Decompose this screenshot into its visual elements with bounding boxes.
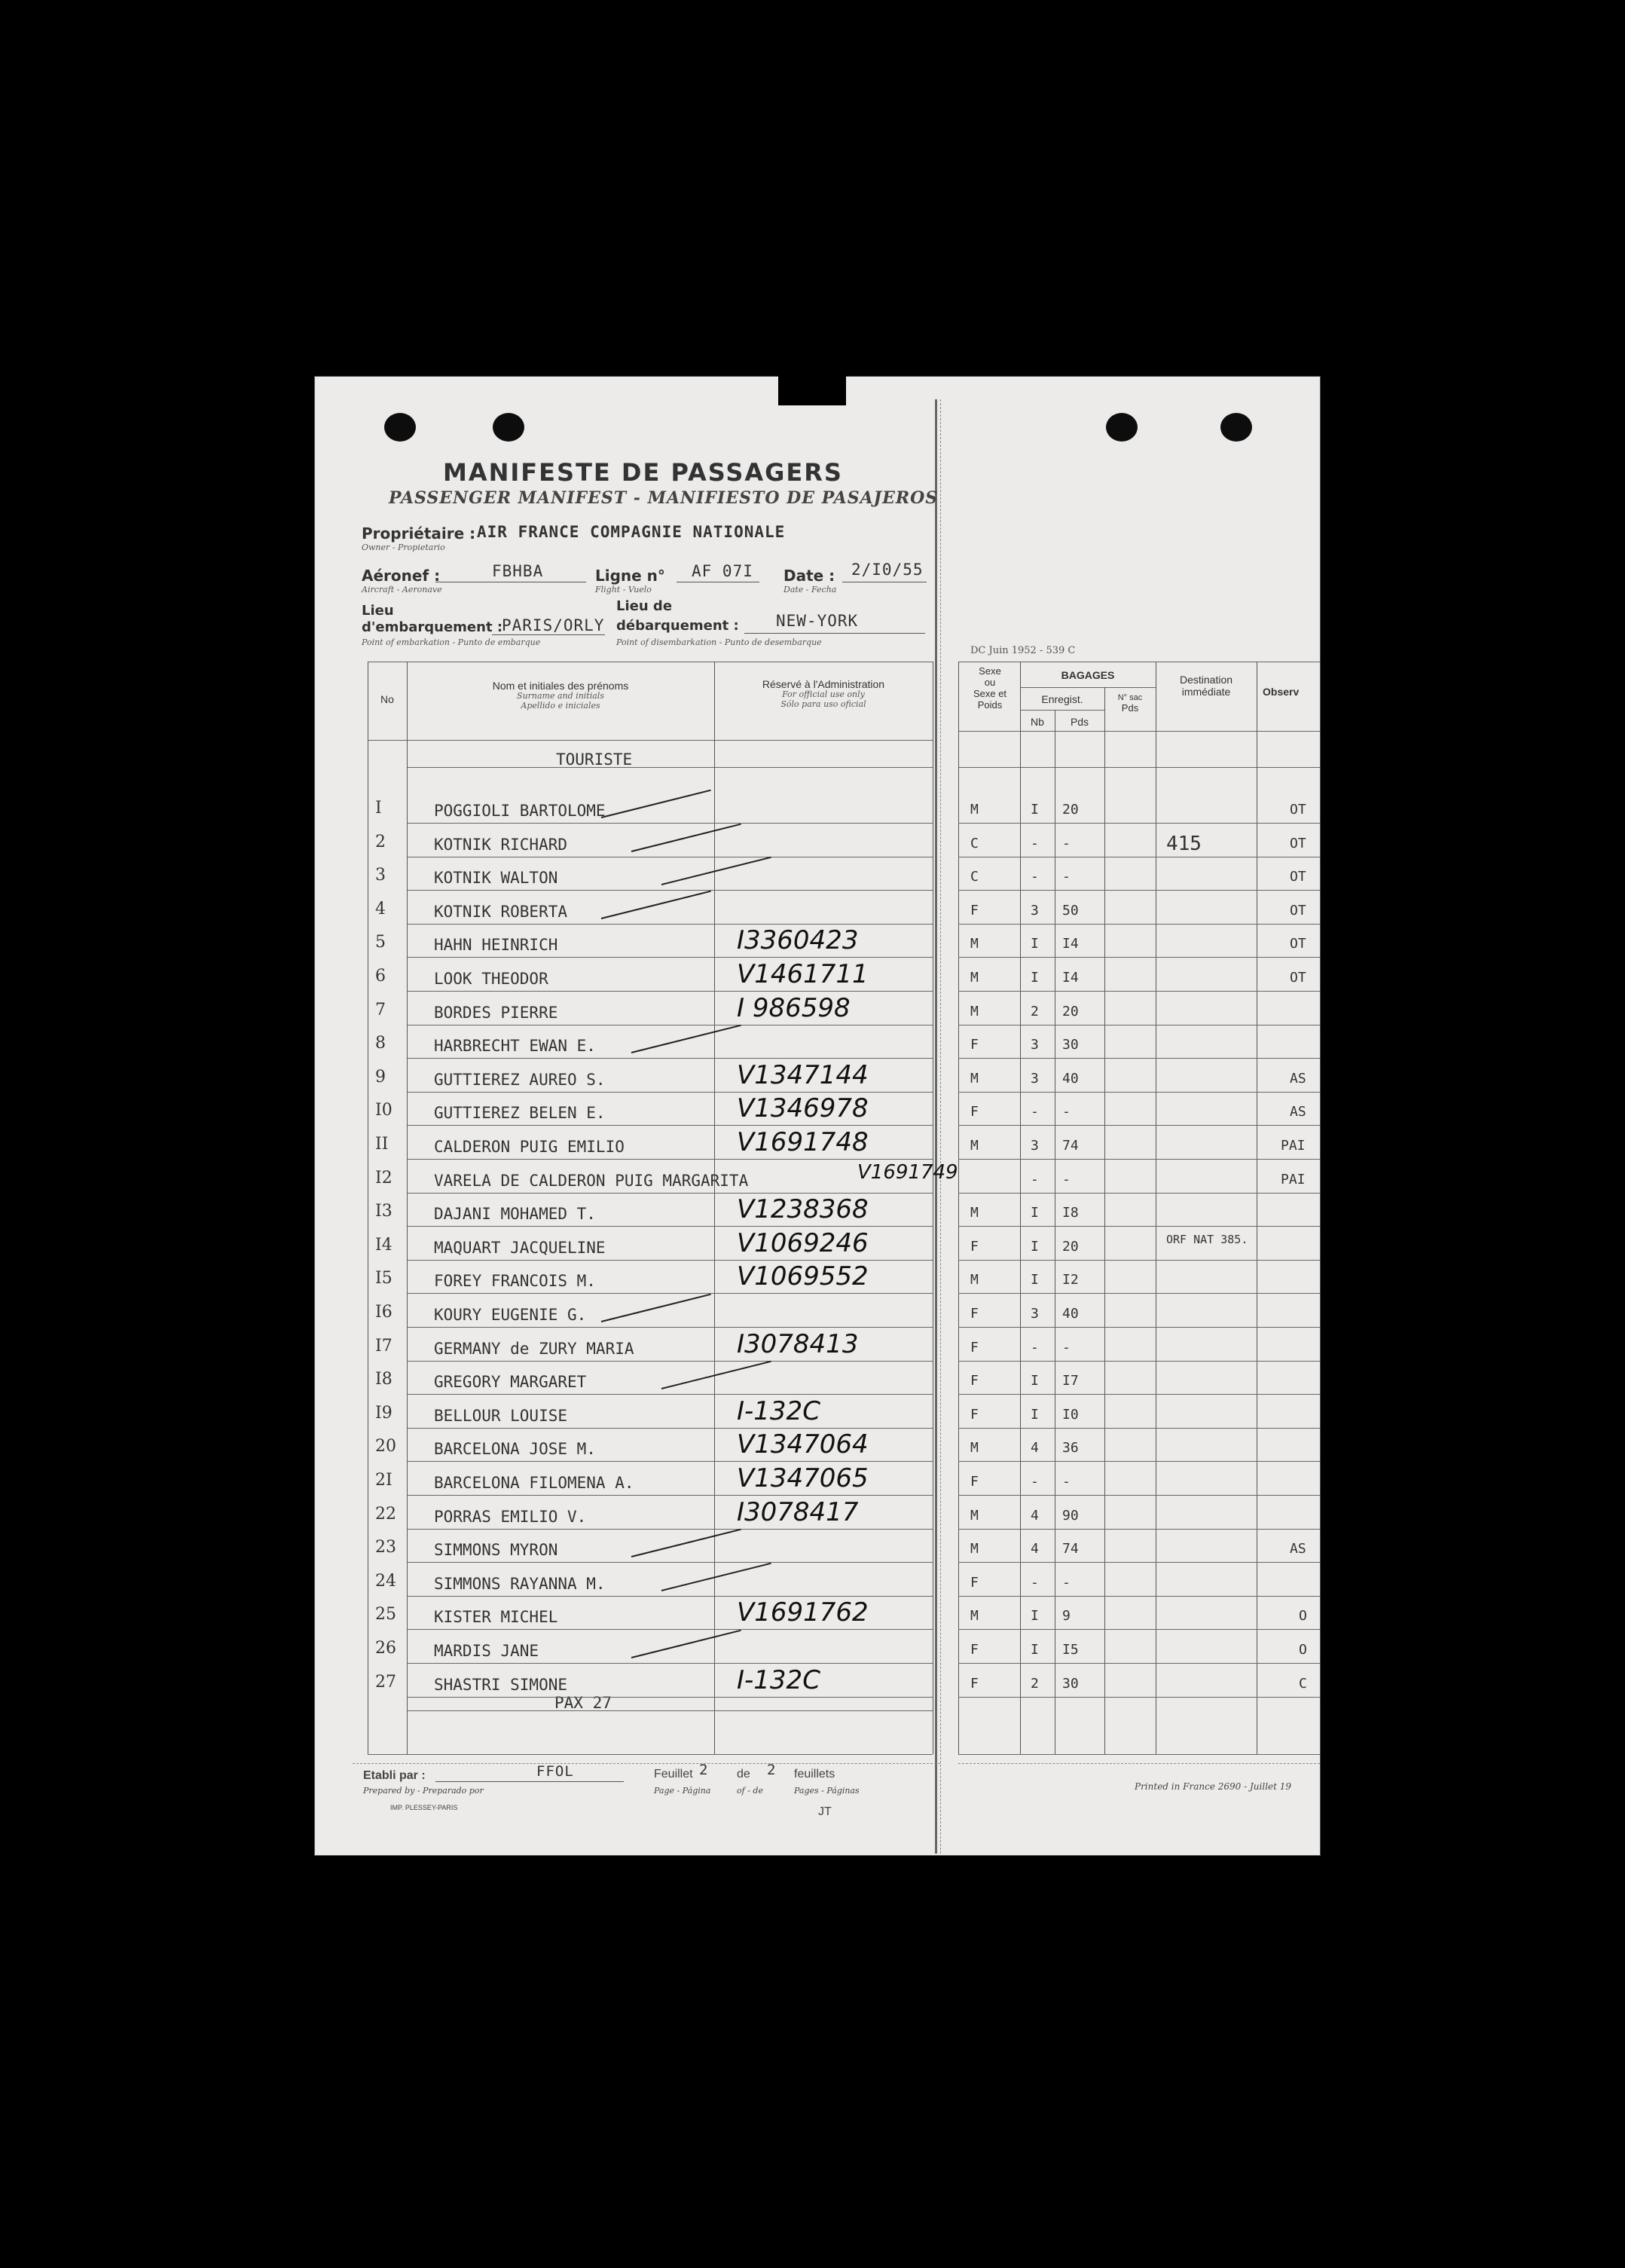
official-passport-number: V1691748 [737, 1127, 869, 1157]
row-rule [407, 1092, 933, 1093]
passenger-name: GERMANY de ZURY MARIA [434, 1339, 634, 1358]
passenger-sex: M [970, 1507, 979, 1524]
passenger-sex: F [970, 1306, 979, 1322]
passenger-name: KISTER MICHEL [434, 1608, 558, 1627]
col-registered-header: Enregist. [1041, 693, 1083, 705]
col-count-header: Nb [1031, 716, 1044, 728]
flight-sublabel: Flight - Vuelo [595, 585, 652, 595]
passenger-name: BARCELONA FILOMENA A. [434, 1474, 634, 1492]
bag-count: I [1031, 1272, 1039, 1288]
bag-weight: I2 [1062, 1272, 1079, 1288]
observation-value: OT [1290, 902, 1306, 919]
row-rule [407, 1293, 933, 1294]
passenger-sex: M [970, 970, 979, 986]
sheet-label: Feuillet [654, 1768, 693, 1780]
bag-count: I [1031, 936, 1039, 952]
passenger-sex: F [970, 1037, 979, 1053]
binder-tab [778, 375, 846, 405]
row-rule [407, 991, 933, 992]
destination-value: ORF NAT 385. [1166, 1232, 1248, 1246]
passenger-name: SHASTRI SIMONE [434, 1675, 568, 1694]
official-passport-number: I3078413 [737, 1328, 859, 1359]
passenger-sex: F [970, 1574, 979, 1591]
bag-count: 2 [1031, 1003, 1039, 1019]
col-sex-header: Sexe ou Sexe et Poids [973, 665, 1007, 711]
row-rule [407, 1260, 933, 1261]
passenger-number: 7 [375, 1000, 386, 1019]
row-rule [958, 1260, 1320, 1261]
passenger-name: CALDERON PUIG EMILIO [434, 1138, 625, 1156]
bag-count: I [1031, 1238, 1039, 1255]
row-rule [958, 1361, 1320, 1362]
passenger-name: BELLOUR LOUISE [434, 1406, 568, 1425]
check-stroke [631, 1529, 741, 1557]
check-stroke [601, 891, 711, 919]
of-label: de [737, 1768, 750, 1780]
row-rule [407, 1361, 933, 1362]
printer-mark: IMP. PLESSEY-PARIS [390, 1804, 458, 1811]
passenger-name: GUTTIEREZ AUREO S. [434, 1070, 606, 1089]
passenger-number: 24 [375, 1571, 396, 1591]
col-destination-header: Destination immédiate [1179, 674, 1233, 698]
bag-weight: 30 [1062, 1037, 1079, 1053]
row-rule [407, 924, 933, 925]
passenger-sex: C [970, 835, 979, 851]
official-passport-number: V1346978 [737, 1093, 869, 1124]
bag-weight: - [1062, 869, 1071, 885]
row-rule [958, 1327, 1320, 1328]
passenger-sex: M [970, 1541, 979, 1557]
row-rule [407, 1529, 933, 1530]
of-sublabel: of - de [737, 1786, 763, 1796]
official-passport-number: I3078417 [737, 1496, 859, 1527]
observation-value: C [1299, 1675, 1307, 1692]
passenger-name: KOURY EUGENIE G. [434, 1306, 587, 1324]
passenger-sex: F [970, 902, 979, 919]
row-rule [958, 1125, 1320, 1126]
official-passport-number: I-132C [737, 1664, 820, 1695]
official-passport-number: I 986598 [737, 992, 851, 1023]
official-passport-number: V1461711 [737, 959, 869, 989]
bag-weight: - [1062, 1474, 1071, 1490]
passenger-sex: M [970, 1003, 979, 1019]
passenger-name: PORRAS EMILIO V. [434, 1507, 587, 1526]
observation-value: OT [1290, 936, 1306, 952]
passenger-sex: F [970, 1339, 979, 1356]
bag-count: 3 [1031, 902, 1039, 919]
observation-value: AS [1290, 1070, 1306, 1087]
owner-value: AIR FRANCE COMPAGNIE NATIONALE [477, 523, 786, 541]
date-value: 2/I0/55 [851, 561, 924, 579]
row-rule [958, 823, 1320, 824]
passenger-number: 23 [375, 1538, 396, 1557]
passenger-number: I7 [375, 1336, 393, 1356]
passenger-sex: F [970, 1238, 979, 1255]
aircraft-label: Aéronef : [362, 567, 441, 585]
bag-weight: 74 [1062, 1138, 1079, 1154]
check-stroke [631, 1630, 741, 1658]
passenger-name: GREGORY MARGARET [434, 1373, 587, 1392]
punch-hole [384, 413, 416, 442]
passenger-number: II [375, 1135, 389, 1154]
bag-weight: - [1062, 1104, 1071, 1120]
col-number-header: No [380, 693, 394, 705]
passenger-name: LOOK THEODOR [434, 970, 548, 988]
passenger-name: KOTNIK ROBERTA [434, 902, 568, 921]
bag-weight: 20 [1062, 1238, 1079, 1255]
passenger-sex: F [970, 1406, 979, 1423]
bag-count: 3 [1031, 1037, 1039, 1053]
fold-line [940, 399, 941, 1854]
bag-weight: 74 [1062, 1541, 1079, 1557]
bag-count: - [1031, 1104, 1039, 1120]
passenger-name: DAJANI MOHAMED T. [434, 1205, 596, 1224]
row-rule [958, 957, 1320, 958]
official-passport-number: V1347144 [737, 1059, 869, 1090]
prepared-label: Etabli par : [363, 1769, 426, 1782]
row-rule [407, 1125, 933, 1126]
disembark-sublabel: Point of disembarkation - Punto de desembarque [616, 637, 822, 647]
official-passport-number: V1238368 [737, 1194, 869, 1225]
observation-value: OT [1290, 835, 1306, 851]
passenger-name: KOTNIK WALTON [434, 869, 558, 888]
date-label: Date : [783, 567, 835, 585]
bag-count: 4 [1031, 1541, 1039, 1557]
passenger-sex: M [970, 1205, 979, 1221]
destination-value: 415 [1166, 832, 1202, 855]
passenger-number: 2 [375, 832, 386, 851]
passenger-number: 9 [375, 1067, 386, 1087]
row-rule [958, 1596, 1320, 1597]
passenger-number: 5 [375, 933, 386, 952]
bag-count: I [1031, 1406, 1039, 1423]
passenger-number: 4 [375, 899, 386, 919]
passenger-number: 6 [375, 967, 386, 986]
row-rule [958, 1092, 1320, 1093]
row-rule [958, 1529, 1320, 1530]
bag-count: I [1031, 802, 1039, 818]
passenger-number: 3 [375, 866, 386, 885]
disembark-value: NEW-YORK [776, 612, 859, 630]
bag-count: - [1031, 835, 1039, 851]
observation-value: AS [1290, 1104, 1306, 1120]
passenger-number: I [375, 799, 382, 818]
bag-count: I [1031, 1373, 1039, 1389]
row-rule [407, 1495, 933, 1496]
sheets-label: feuillets [794, 1768, 835, 1780]
observation-value: OT [1290, 802, 1306, 818]
passenger-name: VARELA DE CALDERON PUIG MARGARITA [434, 1171, 749, 1190]
row-rule [958, 1428, 1320, 1429]
observation-value: PAI [1281, 1138, 1306, 1154]
row-rule [407, 1394, 933, 1395]
passenger-sex: M [970, 1440, 979, 1456]
passenger-sex: F [970, 1373, 979, 1389]
row-rule [958, 1663, 1320, 1664]
bag-count: I [1031, 1205, 1039, 1221]
bag-weight: I4 [1062, 936, 1079, 952]
passenger-number: I2 [375, 1168, 393, 1187]
col-weight-header: Pds [1070, 716, 1089, 728]
passenger-name: BARCELONA JOSE M. [434, 1440, 596, 1459]
manifest-title: MANIFESTE DE PASSAGERS [443, 458, 843, 487]
passenger-sex: M [970, 1070, 979, 1087]
row-rule [958, 1461, 1320, 1462]
row-rule [958, 1159, 1320, 1160]
passenger-sex: F [970, 1474, 979, 1490]
bag-weight: - [1062, 1339, 1071, 1356]
official-passport-number: V1347065 [737, 1463, 869, 1493]
row-rule [407, 1058, 933, 1059]
bag-count: I [1031, 1642, 1039, 1658]
passenger-sex: F [970, 1642, 979, 1658]
passenger-number: 22 [375, 1504, 396, 1524]
row-rule [958, 1394, 1320, 1395]
bag-weight: 40 [1062, 1070, 1079, 1087]
passenger-sex: M [970, 1608, 979, 1625]
bag-weight: - [1062, 1574, 1071, 1591]
bag-count: - [1031, 1474, 1039, 1490]
bag-count: - [1031, 869, 1039, 885]
bag-count: 2 [1031, 1675, 1039, 1692]
of-value: 2 [767, 1762, 777, 1778]
passenger-sex: M [970, 936, 979, 952]
passenger-name: GUTTIEREZ BELEN E. [434, 1104, 606, 1123]
passenger-name: KOTNIK RICHARD [434, 835, 568, 854]
row-rule [958, 991, 1320, 992]
aircraft-value: FBHBA [492, 562, 544, 580]
bag-weight: 50 [1062, 902, 1079, 919]
section-label: TOURISTE [556, 750, 633, 769]
official-passport-number: V1347064 [737, 1429, 869, 1460]
row-rule [958, 1697, 1320, 1698]
col-admin-header: Réservé à l'Administration For official use only Sólo para uso oficial [762, 678, 885, 709]
bag-weight: - [1062, 1171, 1071, 1187]
official-passport-number: I3360423 [737, 925, 859, 956]
owner-label: Propriétaire : [362, 524, 476, 543]
bag-weight: - [1062, 835, 1071, 851]
bag-count: 3 [1031, 1306, 1039, 1322]
prepared-sublabel: Prepared by - Preparado por [363, 1786, 484, 1796]
disembark-label-line1: Lieu de [616, 598, 673, 614]
observation-value: O [1299, 1642, 1307, 1658]
official-passport-number: V1069552 [737, 1261, 869, 1292]
passenger-name: FOREY FRANCOIS M. [434, 1272, 596, 1291]
official-passport-number: V1691762 [737, 1597, 869, 1628]
row-rule [407, 1428, 933, 1429]
check-stroke [601, 1294, 711, 1322]
check-stroke [631, 1025, 741, 1053]
clerk-initials: JT [818, 1805, 832, 1818]
row-rule [407, 1159, 933, 1160]
bag-count: 3 [1031, 1070, 1039, 1087]
observation-value: OT [1290, 869, 1306, 885]
punch-hole [1106, 413, 1138, 442]
passenger-name: SIMMONS MYRON [434, 1541, 558, 1560]
embark-value: PARIS/ORLY [502, 616, 605, 634]
bag-weight: 30 [1062, 1675, 1079, 1692]
official-passport-number: I-132C [737, 1395, 820, 1426]
date-sublabel: Date - Fecha [783, 585, 837, 595]
passenger-name: POGGIOLI BARTOLOME [434, 802, 606, 820]
bag-count: - [1031, 1339, 1039, 1356]
check-stroke [661, 1361, 771, 1389]
row-rule [407, 1663, 933, 1664]
owner-sublabel: Owner - Propietario [362, 543, 445, 552]
passenger-name: SIMMONS RAYANNA M. [434, 1574, 606, 1593]
passenger-name: MARDIS JANE [434, 1642, 539, 1660]
bag-weight: 40 [1062, 1306, 1079, 1322]
row-rule [407, 1629, 933, 1630]
passenger-sex: F [970, 1104, 979, 1120]
row-rule [407, 890, 933, 891]
row-rule [958, 924, 1320, 925]
col-name-header: Nom et initiales des prénoms Surname and initials Apellido e iniciales [492, 680, 629, 711]
bag-weight: 20 [1062, 1003, 1079, 1019]
aircraft-sublabel: Aircraft - Aeronave [362, 585, 442, 595]
row-rule [958, 1193, 1320, 1194]
row-rule [407, 1697, 933, 1698]
bag-weight: I8 [1062, 1205, 1079, 1221]
bag-count: - [1031, 1171, 1039, 1187]
check-stroke [601, 790, 711, 818]
row-rule [958, 890, 1320, 891]
col-observations-header: Observ [1263, 686, 1300, 698]
passenger-number: 2I [375, 1471, 393, 1490]
passenger-number: 27 [375, 1672, 396, 1692]
passenger-number: I6 [375, 1303, 393, 1322]
official-passport-number: V1691749 [857, 1160, 958, 1184]
passenger-name: BORDES PIERRE [434, 1003, 558, 1022]
row-rule [407, 823, 933, 824]
manifest-sheet [315, 377, 1320, 1855]
check-stroke [631, 823, 741, 851]
embark-label-line2: d'embarquement : [362, 619, 503, 635]
disembark-label-line2: débarquement : [616, 618, 739, 634]
passenger-number: 25 [375, 1605, 396, 1625]
bag-weight: 36 [1062, 1440, 1079, 1456]
sheets-sublabel: Pages - Páginas [794, 1786, 860, 1796]
row-rule [407, 1193, 933, 1194]
passenger-number: 26 [375, 1639, 396, 1658]
row-rule [958, 1562, 1320, 1563]
observation-value: OT [1290, 970, 1306, 986]
bag-weight: 90 [1062, 1507, 1079, 1524]
bag-weight: I4 [1062, 970, 1079, 986]
passenger-sex: M [970, 802, 979, 818]
passenger-name: HAHN HEINRICH [434, 936, 558, 955]
passenger-number: 20 [375, 1437, 396, 1456]
row-rule [407, 1226, 933, 1227]
bag-count: 4 [1031, 1440, 1039, 1456]
printed-in-france: Printed in France 2690 - Juillet 19 [1135, 1781, 1292, 1792]
row-rule [958, 1058, 1320, 1059]
col-bag-number-header: N° sac Pds [1117, 693, 1143, 714]
manifest-subtitle: PASSENGER MANIFEST - MANIFIESTO DE PASAJEROS [389, 488, 939, 508]
punch-hole [493, 413, 524, 442]
row-rule [958, 1495, 1320, 1496]
row-rule [407, 1461, 933, 1462]
bag-weight: I5 [1062, 1642, 1079, 1658]
row-rule [407, 1596, 933, 1597]
official-passport-number: V1069246 [737, 1227, 869, 1258]
passenger-number: I3 [375, 1202, 393, 1221]
passenger-name: MAQUART JACQUELINE [434, 1238, 606, 1257]
passenger-sex: M [970, 1138, 979, 1154]
col-baggage-header: BAGAGES [1061, 669, 1115, 681]
bag-weight: 9 [1062, 1608, 1071, 1625]
observation-value: PAI [1281, 1171, 1306, 1187]
passenger-number: I0 [375, 1101, 393, 1120]
punch-hole [1220, 413, 1252, 442]
bag-count: I [1031, 1608, 1039, 1625]
passenger-number: 8 [375, 1034, 386, 1053]
flight-label: Ligne n° [595, 567, 665, 585]
passenger-number: I5 [375, 1269, 393, 1288]
passenger-name: HARBRECHT EWAN E. [434, 1037, 596, 1056]
fold-line [935, 399, 937, 1854]
row-rule [407, 1562, 933, 1563]
passenger-number: I8 [375, 1370, 393, 1389]
embark-label-line1: Lieu [362, 603, 394, 619]
bag-weight: I7 [1062, 1373, 1079, 1389]
bag-weight: 20 [1062, 802, 1079, 818]
bag-weight: I0 [1062, 1406, 1079, 1423]
bag-count: - [1031, 1574, 1039, 1591]
passenger-sex: C [970, 869, 979, 885]
observation-value: AS [1290, 1541, 1306, 1557]
passenger-sex: M [970, 1272, 979, 1288]
bag-count: 4 [1031, 1507, 1039, 1524]
bag-count: 3 [1031, 1138, 1039, 1154]
flight-value: AF 07I [692, 562, 753, 580]
row-rule [958, 1226, 1320, 1227]
passenger-sex: F [970, 1675, 979, 1692]
form-code: DC Juin 1952 - 539 C [970, 645, 1076, 656]
passenger-total: PAX 27 [554, 1694, 612, 1712]
check-stroke [661, 857, 771, 885]
sheet-value: 2 [699, 1762, 709, 1778]
prepared-value: FFOL [536, 1763, 574, 1780]
sheet-sublabel: Page - Página [654, 1786, 711, 1796]
passenger-number: I4 [375, 1235, 393, 1255]
row-rule [958, 1629, 1320, 1630]
row-rule [407, 1327, 933, 1328]
observation-value: O [1299, 1608, 1307, 1625]
row-rule [958, 1293, 1320, 1294]
check-stroke [661, 1563, 771, 1591]
row-rule [407, 957, 933, 958]
bag-count: I [1031, 970, 1039, 986]
passenger-number: I9 [375, 1403, 393, 1423]
embark-sublabel: Point of embarkation - Punto de embarque [362, 637, 541, 647]
